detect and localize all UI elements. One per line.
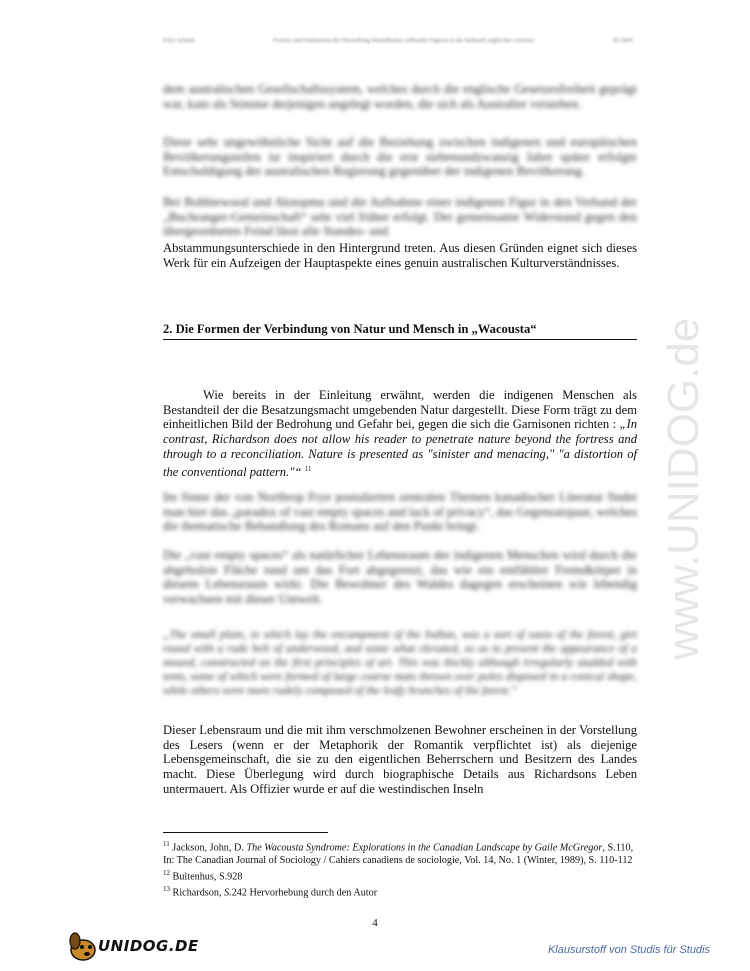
running-header [163, 38, 633, 44]
header-date: SS 2005 [612, 38, 633, 44]
intro-quote: „In contrast, Richardson does not allow his reader to penetrate nature beyond the fortress and through to a reconciliation. Nature is presented as "sinister and menacing," "a distortion of the conventional pattern."“ [163, 417, 637, 479]
footnote-13: $^{13}$ Richardson, S.242 Hervorhebung durch den Autor [163, 885, 378, 899]
dog-icon [66, 928, 100, 964]
header-title: Formen und Funktionen der Darstellung Identifikation stiftender Figuren in der kulturell anglisches Literatur [273, 38, 535, 44]
blurred-paragraph-5: Die „vast empty spaces“ als natürlicher Lebensraum der indigenen Menschen wird durch die abgeholzte Fläche rund um das Fort abgegrenzt, das wie ein entfühlter Fremdkörper in diesem Lebensraum wirkt. Die Bewohner des Waldes dagegen erscheinen wie lebendig verwachsen mit dieser Umwelt. [163, 548, 637, 607]
header-author: Felix Schulte [163, 38, 195, 44]
intro-text: Wie bereits in der Einleitung erwähnt, werden die indigenen Menschen als Bestandteil der die Besatzungsmacht umgebenden Natur dargestellt. Diese Form trägt zu dem einheitlichen Bild der Bedrohung und Gefahr bei, gegen die sich die Garnisonen richten : [163, 388, 637, 432]
blurred-paragraph-1: dem australischen Gesellschaftssystem, welches durch die englische Gesetzesfreiheit geprägt war, kam als Stimme derjenigen angelegt worden, die sich als Australier verstehen. [163, 82, 637, 111]
blurred-paragraph-4: Im Sinne der von Northrop Frye postulierten zentralen Themen kanadischer Literatur findet man hier das „paradox of vast empty spaces and lack of privacy“, das Gegensatzpaar, welches die thematische Behandlung des Romans auf den Punkt bringt. [163, 490, 637, 534]
footnote-ref-11: 11 [304, 464, 312, 473]
blurred-paragraph-2: Diese sehr ungewöhnliche Sicht auf die Beziehung zwischen indigenen und europäischen Bevölkerungsteilen ist inspiriert durch die erst siebenundzwanzig Jahre später erfolgte Entschuldigung der australischen Regierung gegenüber der indigenen Bevölkerung. [163, 135, 637, 179]
footnote-12: $^{12}$ Buitenhus, S.928 [163, 868, 243, 883]
unidog-logo[interactable] [66, 928, 199, 964]
watermark [640, 250, 720, 670]
watermark-text: www.UNIDOG.de [659, 317, 708, 660]
footnote-divider [163, 832, 328, 833]
section-heading: 2. Die Formen der Verbindung von Natur und Mensch in „Wacousta“ [163, 322, 637, 340]
blurred-paragraph-3: Bei Bobbiewood und Aknopmu und die Aufnahme einer indigenen Figur in den Verband der „Buchranger-Gemeinschaft“ sehr viel früher erfolgt. Der gemeinsame Widerstand gegen den übergeordneten Feind lässt alle Standes- und [163, 195, 637, 239]
body-paragraph-intro [163, 388, 637, 479]
body-paragraph-continuation: Abstammungsunterschiede in den Hintergrund treten. Aus diesen Gründen eignet sich dieses Werk für ein Aufzeigen der Hauptaspekte eines genuin australischen Kulturverständnisses. [163, 241, 637, 270]
body-paragraph-6: Dieser Lebensraum und die mit ihm verschmolzenen Bewohner erscheinen in der Vorstellung des Lesers (wenn er der Metaphorik der Romantik verpflichtet ist) als diejenige Lebensgemeinschaft, die sie zu den eigentlichen Beherrschern und Besitzern des Landes macht. Diese Überlegung wird durch biographische Details aus Richardsons Leben untermauert. Als Offizier wurde er auf die westindischen Inseln [163, 723, 637, 796]
page-number: 4 [372, 917, 378, 929]
watermark-text-svg [640, 250, 720, 670]
blurred-quote: „The small plain, in which lay the encampment of the Indian, was a sort of oasis of the forest, girt round with a rude belt of underwood, and some what elevated, so as to present the appearance of a mound, constructed on the first principles of art. This was thickly although irregularly studded with tents, some of which were formed of large coarse mats thrown over poles disposed in a conical shape, while others were more rudely composed of the leafy branches of the forest.“ [163, 629, 637, 697]
footnote-11: $^{11}$ Jackson, John, D. The Wacousta Syndrome: Explorations in the Canadian Landscape by Gaile McGregor, S.110, In: The Canadian Journal of Sociology / Cahiers canadiens de sociologie, Vol. 14, No. 1 (Winter, 1989), S. 110-112 [163, 840, 634, 866]
footnotes [163, 838, 637, 900]
footer-tagline: Klausurstoff von Studis für Studis [547, 944, 710, 956]
logo-text: UNIDOG.DE [98, 937, 199, 955]
